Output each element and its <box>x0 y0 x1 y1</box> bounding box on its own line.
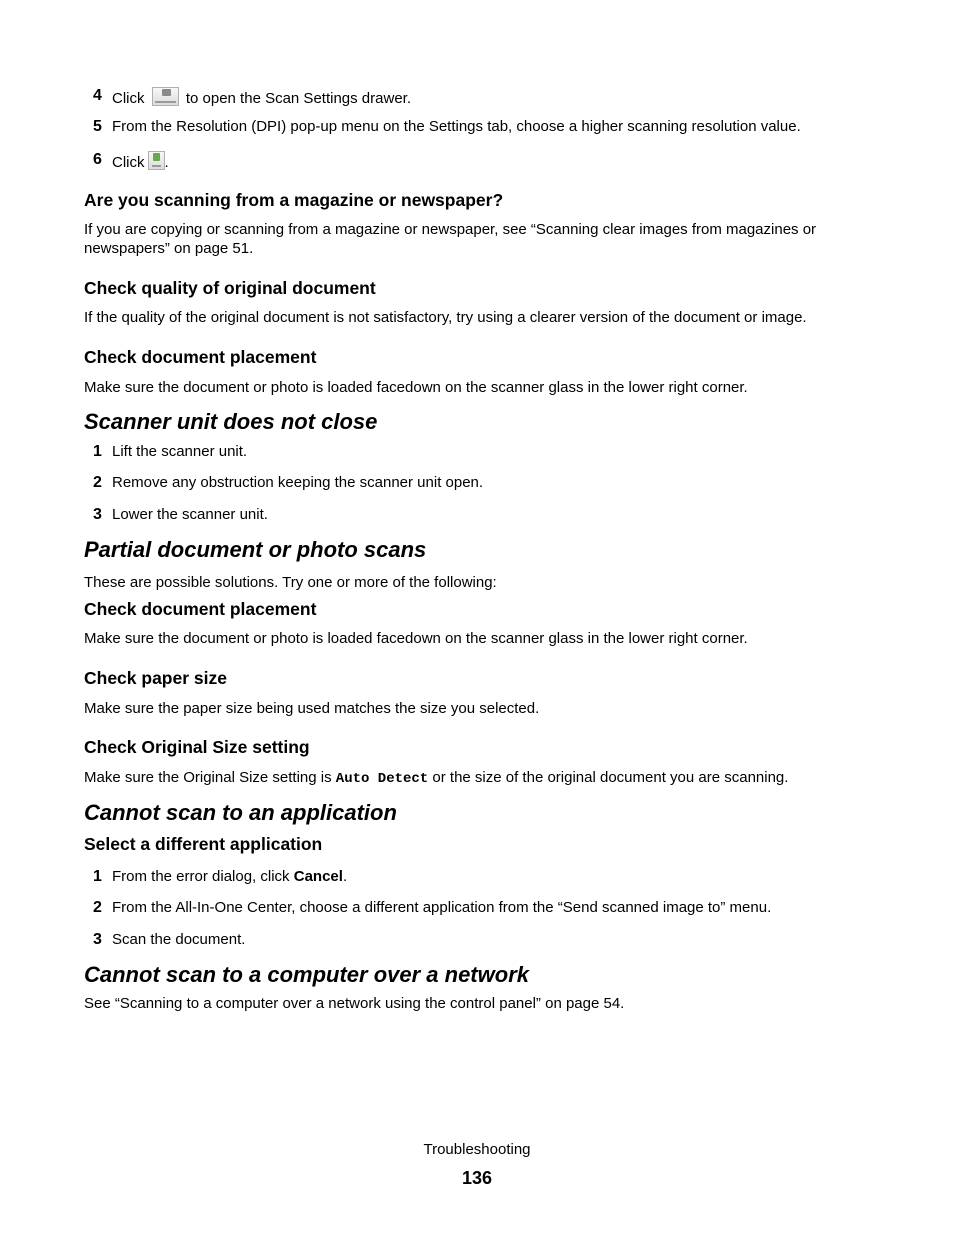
page-number: 136 <box>461 1168 493 1188</box>
placement-body: Make sure the document or photo is loaded facedown on the scanner glass in the lower right corner. <box>84 379 748 396</box>
network-body: See “Scanning to a computer over a network using the control panel” on page 54. <box>84 995 625 1012</box>
step-text: From the Resolution (DPI) pop-up menu on the Settings tab, choose a higher scanning resolution value. <box>112 118 801 135</box>
network-heading: Cannot scan to a computer over a network <box>84 962 529 987</box>
partial-intro: These are possible solutions. Try one or more of the following: <box>84 574 497 591</box>
partial-heading: Partial document or photo scans <box>84 537 427 562</box>
footer-section: Troubleshooting <box>423 1141 531 1158</box>
quality-body: If the quality of the original document is not satisfactory, try using a clearer version of the document or image. <box>84 309 807 326</box>
partial-placement-body: Make sure the document or photo is loaded facedown on the scanner glass in the lower right corner. <box>84 630 748 647</box>
original-size-heading: Check Original Size setting <box>84 737 310 757</box>
step-text-pre: Click <box>112 154 145 171</box>
step-number: 6 <box>93 151 102 168</box>
placement-heading: Check document placement <box>84 347 317 367</box>
magazine-body-line-1: If you are copying or scanning from a magazine or newspaper, see “Scanning clear images from magazines or <box>84 221 817 238</box>
step-number: 2 <box>93 474 102 491</box>
step-text: Remove any obstruction keeping the scanner unit open. <box>112 474 484 491</box>
step-text: Lower the scanner unit. <box>112 506 268 523</box>
magazine-body-line-2: newspapers” on page 51. <box>84 240 254 257</box>
step-number: 1 <box>93 868 102 885</box>
step-text: Lift the scanner unit. <box>112 443 248 460</box>
original-size-body: Make sure the Original Size setting is Auto Detect or the size of the original document you are scanning. <box>84 769 789 787</box>
step-number: 4 <box>93 87 102 104</box>
application-subheading: Select a different application <box>84 834 323 854</box>
quality-heading: Check quality of original document <box>84 278 376 298</box>
step-text: From the All-In-One Center, choose a different application from the “Send scanned image to” menu. <box>112 899 772 916</box>
magazine-heading: Are you scanning from a magazine or newspaper? <box>84 190 504 210</box>
step-number: 1 <box>93 443 102 460</box>
step-number: 3 <box>93 506 102 523</box>
step-text-post: to open the Scan Settings drawer. <box>185 90 411 107</box>
scanner-unit-heading: Scanner unit does not close <box>84 409 378 434</box>
scan-icon <box>148 151 165 170</box>
paper-size-body: Make sure the paper size being used matches the size you selected. <box>84 700 540 717</box>
step-number: 3 <box>93 931 102 948</box>
cancel-label: Cancel <box>293 868 343 885</box>
step-text-pre: Click <box>112 90 145 107</box>
document-page: 4 Click to open the Scan Settings drawer. 5 From the Resolution (DPI) pop-up menu on the Settings tab, choose a higher scanning resolution value. 6 Click . Are you scanning from a magazine or newspaper? If you are copying or scanning from a magazine or newspaper, see “Scanning clear images from magazines or newspapers” on page 51. Check quality of original document If the quality of the original document is not satisfactory, try using a clearer version of the document or image. Check document placement Make sure the document or photo is loaded facedown on the scanner glass in the lower right corner. Scanner unit does not close 1 Lift the scanner unit. 2 Remove any obstruction keeping the scanner unit open. 3 Lower the scanner unit. Partial document or photo scans These are possible solutions. Try one or more of the following: Check document placement Make sure the document or photo is loaded facedown on the scanner glass in the lower right corner. Check paper size Make sure the paper size being used matches the size you selected. Check Original Size setting Make sure the Original Size setting is Auto Detect or the size of the original document you are scanning. Cannot scan to an application Select a different application 1 From the error dialog, click Cancel. 2 From the All-In-One Center, choose a different application from the “Send scanned image to” menu. 3 Scan the document. Cannot scan to a computer over a network See “Scanning to a computer over a network using the control panel” on page 54. Troubleshooting 136 <box>0 0 954 1235</box>
scan-settings-icon <box>152 87 179 106</box>
auto-detect-code: Auto Detect <box>335 771 429 787</box>
application-heading: Cannot scan to an application <box>84 800 397 825</box>
step-text: Scan the document. <box>112 931 246 948</box>
paper-size-heading: Check paper size <box>84 668 227 688</box>
partial-placement-heading: Check document placement <box>84 599 317 619</box>
step-number: 5 <box>93 118 102 135</box>
step-text-post: . <box>164 154 169 171</box>
step-number: 2 <box>93 899 102 916</box>
